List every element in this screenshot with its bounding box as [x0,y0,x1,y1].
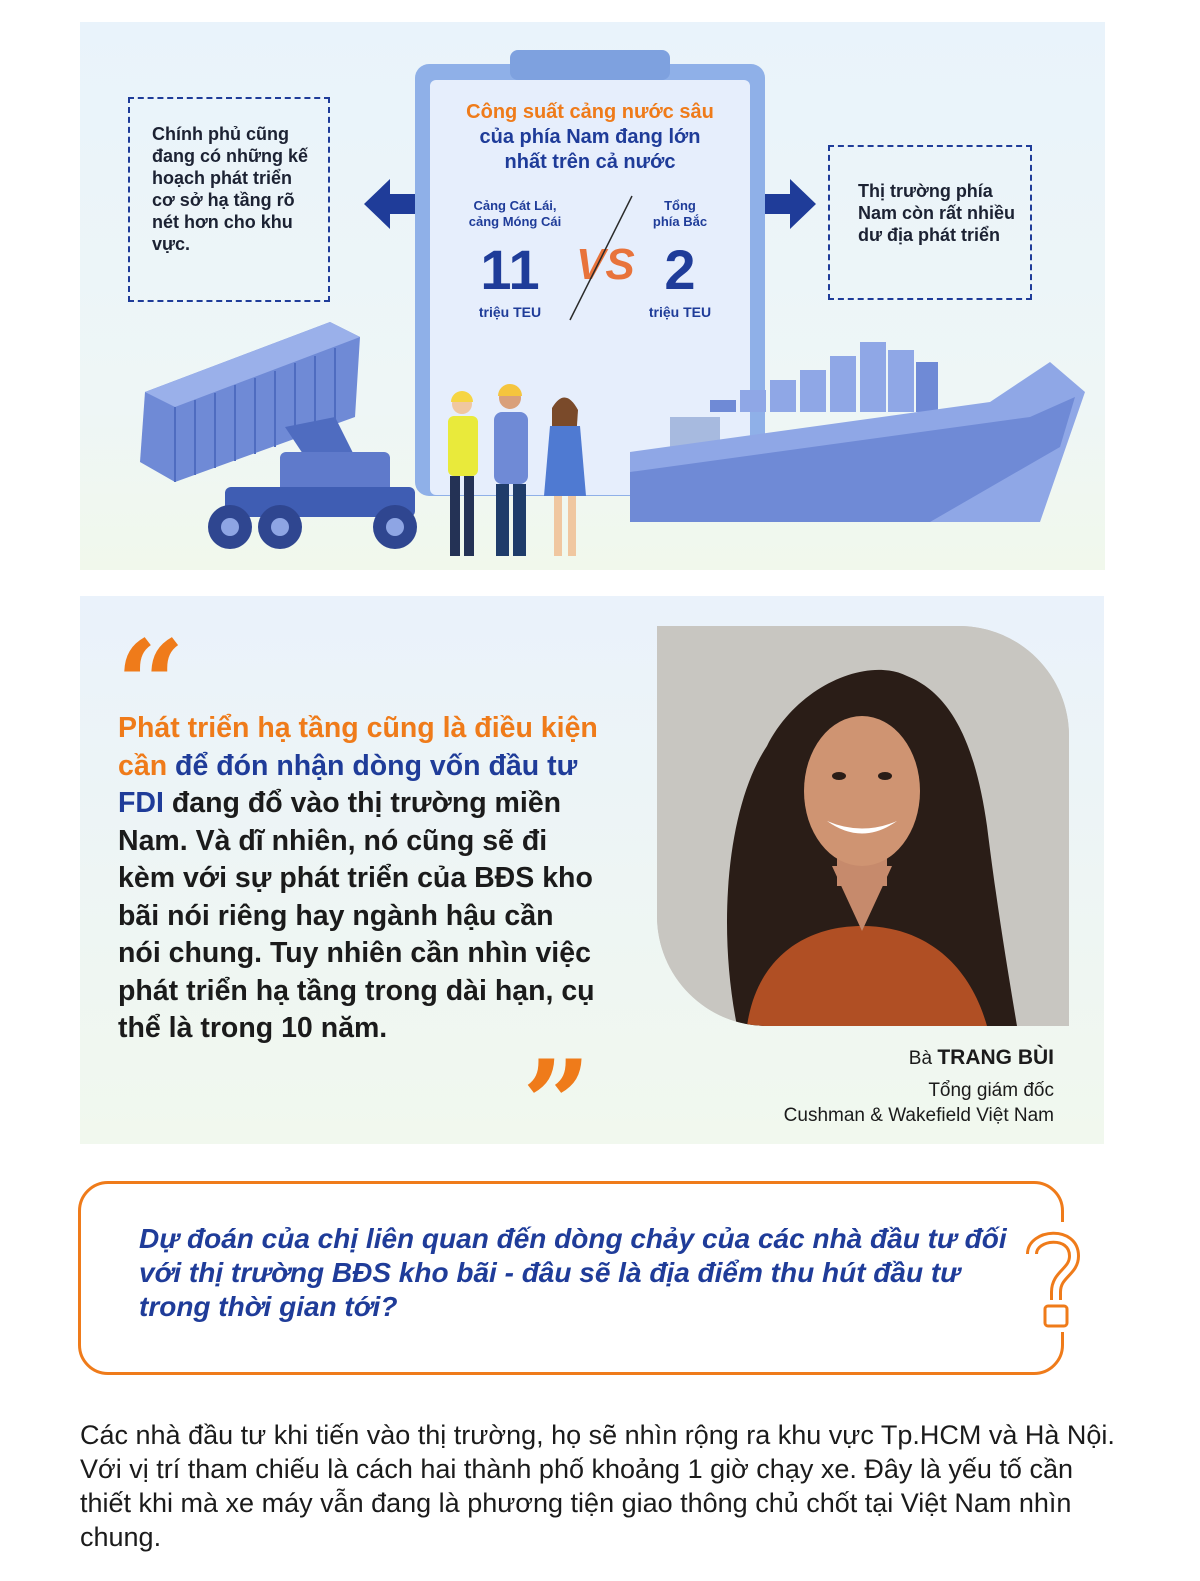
speaker-name: TRANG BÙI [937,1046,1054,1069]
north-label-1: Tổng [664,198,696,213]
south-capacity-unit: triệu TEU [478,304,542,320]
close-quote-mark: ” [522,1034,592,1175]
north-label-2: phía Bắc [652,214,708,229]
speaker-prefix: Bà [908,1048,933,1069]
body-paragraph: Các nhà đầu tư khi tiến vào thị trường, họ sẽ nhìn rộng ra khu vực Tp.HCM và Hà Nội. Với vị trí tham chiếu là cách hai thành phố khoảng 1 giờ chạy xe. Đây là yếu tố cần thiết khi mà xe máy vẫn đang là phương tiện giao thông chủ chốt tại Việt Nam nhìn chung. [80,1420,1115,1552]
clipboard-clip [510,50,670,80]
headline-line3: nhất trên cả nước [504,151,676,173]
container-loader-illustration [135,277,435,552]
workers-illustration [440,382,620,567]
right-note-text: Thị trường phía Nam còn rất nhiều dư địa phát triển [858,181,1016,245]
left-note-box [128,97,330,302]
south-ports-label-2: cảng Móng Cái [468,214,562,229]
south-capacity-value: 11 [480,238,540,301]
speaker-portrait [657,626,1069,1026]
quote-highlight-orange: Phát triển hạ tầng cũng là điều kiện cần [118,712,598,782]
south-ports-label-1: Cảng Cát Lái, [473,198,557,213]
headline-line1: Công suất cảng nước sâu [466,101,714,123]
question-text: Dự đoán của chị liên quan đến dòng chảy của các nhà đầu tư đối với thị trường BĐS kho bãi - đâu sẽ là địa điểm thu hút đầu tư trong thời gian tới? [139,1223,1007,1322]
quote-text [118,710,598,1048]
north-capacity-value: 2 [664,238,696,301]
north-capacity-unit: triệu TEU [648,304,712,320]
open-quote-mark: “ [116,614,186,755]
portrait-photo [657,626,1069,1026]
speaker-role: Tổng giám đốc [928,1080,1054,1101]
vs-label: VS [576,240,635,289]
speaker-name-line [909,1046,1054,1070]
speaker-company: Cushman & Wakefield Việt Nam [783,1105,1054,1126]
headline-line2: của phía Nam đang lớn [479,126,701,148]
right-note-box [828,145,1032,300]
left-note-text: Chính phủ cũng đang có những kế hoạch phát triển cơ sở hạ tầng rõ nét hơn cho khu vực. [152,124,309,254]
quote-body: đang đổ vào thị trường miền Nam. Và dĩ nhiên, nó cũng sẽ đi kèm với sự phát triển của BĐS kho bãi nói riêng hay ngành hậu cần nói chung. Tuy nhiên cần nhìn việc phát triển hạ tầng trong dài hạn, cụ thể là trong 10 năm. [118,787,595,1044]
quote-highlight-blue: để đón nhận dòng vốn đầu tư FDI [118,749,578,819]
port-capacity-infographic [80,22,1105,570]
cargo-ship-illustration [630,322,1100,527]
question-mark-icon [1018,1222,1088,1332]
